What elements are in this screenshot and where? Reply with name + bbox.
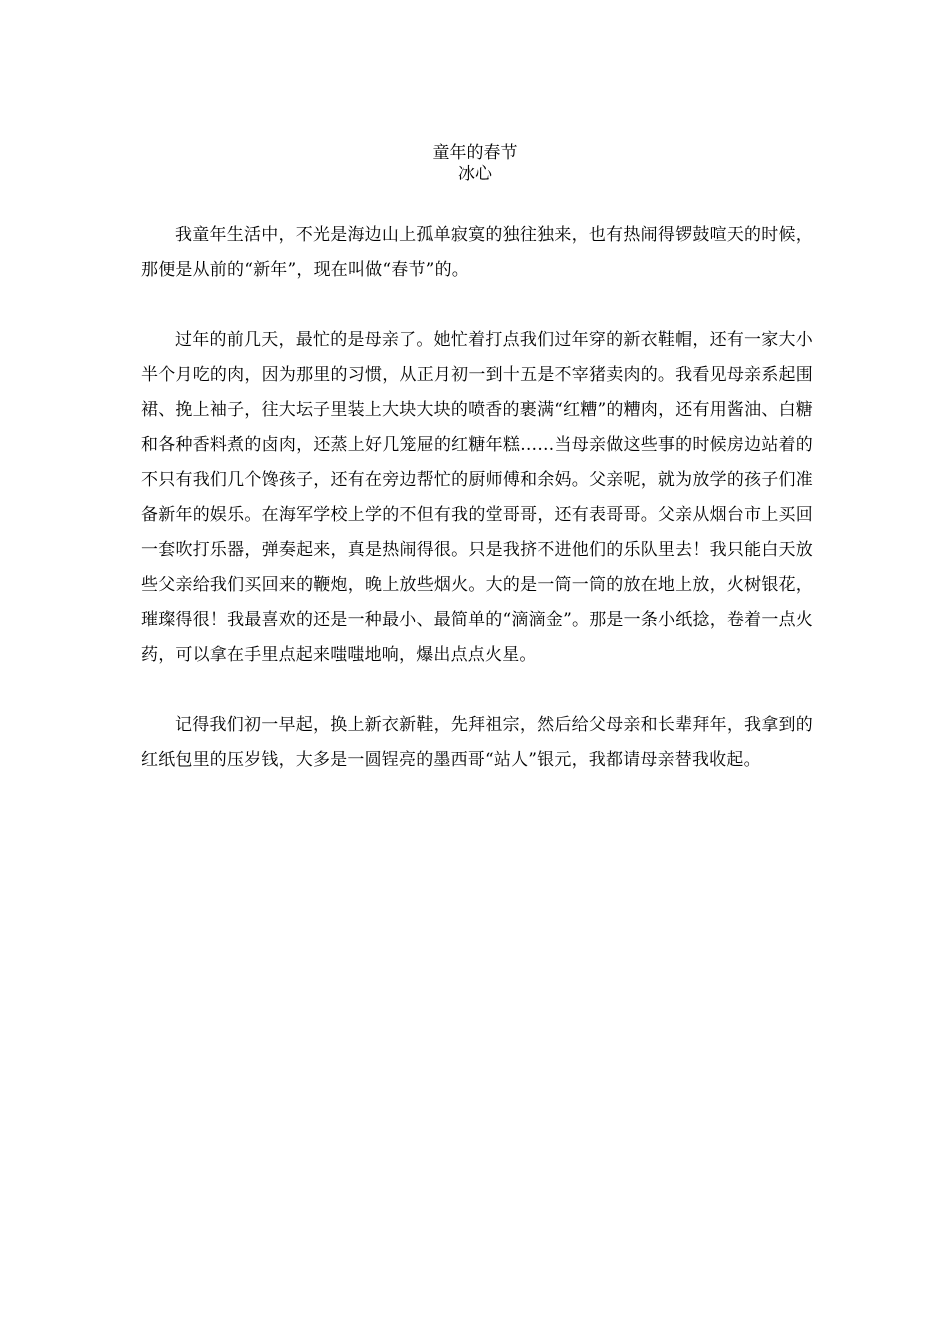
title-block bbox=[0, 143, 950, 185]
document-title: 童年的春节 bbox=[432, 143, 518, 163]
paragraph-2: 过年的前几天，最忙的是母亲了。她忙着打点我们过年穿的新衣鞋帽，还有一家大小半个月吃的肉，因为那里的习惯，从正月初一到十五是不宰猪卖肉的。我看见母亲系起围裙、挽上袖子，往大坛子里装上大块大块的喷香的裹满“红糟”的糟肉，还有用酱油、白糖和各种香料煮的卤肉，还蒸上好几笼屉的红糖年糕……当母亲做这些事的时候房边站着的不只有我们几个馋孩子，还有在旁边帮忙的厨师傅和余妈。父亲呢，就为放学的孩子们准备新年的娱乐。在海军学校上学的不但有我的堂哥哥，还有表哥哥。父亲从烟台市上买回一套吹打乐器，弹奏起来，真是热闹得很。只是我挤不进他们的乐队里去！我只能白天放些父亲给我们买回来的鞭炮，晚上放些烟火。大的是一筒一筒的放在地上放，火树银花，璀璨得很！我最喜欢的还是一种最小、最简单的“滴滴金”。那是一条小纸捻，卷着一点火药，可以拿在手里点起来嗤嗤地响，爆出点点火星。 bbox=[141, 330, 813, 665]
paragraph-3: 记得我们初一早起，换上新衣新鞋，先拜祖宗，然后给父母亲和长辈拜年，我拿到的红纸包里的压岁钱，大多是一圆锃亮的墨西哥“站人”银元，我都请母亲替我收起。 bbox=[141, 715, 813, 770]
paragraph-1: 我童年生活中，不光是海边山上孤单寂寞的独往独来，也有热闹得锣鼓喧天的时候，那便是从前的“新年”，现在叫做“春节”的。 bbox=[141, 225, 813, 280]
article-body bbox=[141, 218, 813, 778]
document-author: 冰心 bbox=[458, 164, 492, 184]
